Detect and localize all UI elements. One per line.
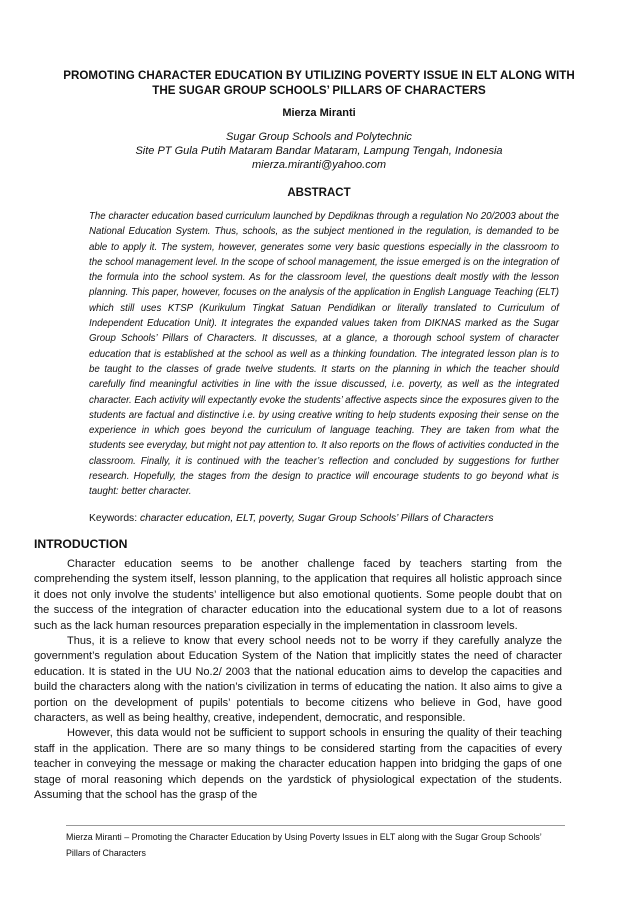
body-paragraph: Character education seems to be another challenge faced by teachers starting from the comprehending the system itself, lesson planning, to the application that requires all holistic approach since it does not only involve the students’ intelligence but also emotional quotients. Some people doubt that on the success of the integration of character education into the educational system due to a lot of reasons such as the lack human resources preparation especially in the implementation in classroom levels. [34,558,562,632]
abstract-heading: ABSTRACT [287,187,351,199]
body-paragraph: Thus, it is a relieve to know that every school needs not to be worry if they carefully analyze the government’s regulation about Education System of the Nation that implicitly states the need of character education. It is stated in the UU No.2/ 2003 that the national education aims to develop the capacities and build the characters along with the nation’s civilization in terms of educating the nation. It also aims to give a portion on the development of pupils’ potentials to become citizens who believe in God, have good characters, as well as being healthy, creative, independent, democratic, and responsible. [34,635,562,725]
keywords-label: Keywords: [89,513,138,524]
introduction-heading: INTRODUCTION [34,537,128,551]
author-name: Mierza Miranti [282,107,356,119]
keywords-list: character education, ELT, poverty, Sugar Group Schools’ Pillars of Characters [139,513,494,524]
paper-title: PROMOTING CHARACTER EDUCATION BY UTILIZING POVERTY ISSUE IN ELT ALONG WITH THE SUGAR GROUP SCHOOLS’ PILLARS OF CHARACTERS [63,69,575,97]
running-footer: Mierza Miranti – Promoting the Character Education by Using Poverty Issues in ELT along with the Sugar Group Schools’ Pillars of Characters [66,832,542,858]
keywords [89,513,493,524]
introduction-body [34,557,562,804]
abstract-text: The character education based curriculum launched by Depdiknas through a regulation No 20/2003 about the National Education System. Thus, schools, as the subject mentioned in the regulation, is demanded to be able to apply it. The system, however, generates some very basic questions especially in the classroom to the school management level. In the scope of school management, the issue emerged is on the integration of the formula into the school system. As for the classroom level, the questions dealt mostly with the lesson planning. This paper, however, focuses on the analysis of the application in English Language Teaching (ELT) which still uses KTSP (Kurikulum Tingkat Satuan Pendidikan or literally translated to Curriculum of Independent Education Unit). It integrates the expanded values taken from DIKNAS marked as the Sugar Group Schools’ Pillars of Characters. It discusses, at a glance, a thorough school system of character education that is established at the school as well as a thinking foundation. The integrated lesson plan is to be taught to the classes of grade twelve students. It starts on the planning in which the teacher should carefully find meaningful activities in line with the issue discussed, i.e. poverty, as well as the integrated character. Each activity will expectantly evoke the students’ affective aspects since the exposures given to the students are factual and distinctive i.e. by using creative writing to help students exposing their sense on the experience in which goes beyond the curriculum of language teaching. They are taken from what the students see everyday, but might not pay attention to. It also reports on the flows of activities conducted in the classroom. Finally, it is continued with the teacher’s reflection and concluded by suggestions for further research. Hopefully, the stages from the design to practice will encourage students to go beyond what is taught: better character. [89,211,559,498]
affiliation-institution: Sugar Group Schools and Polytechnic [226,131,412,143]
footer-divider [66,825,565,826]
affiliation-address: Site PT Gula Putih Mataram Bandar Mataram, Lampung Tengah, Indonesia [135,145,503,157]
author-affiliation [60,130,578,172]
author-email: mierza.miranti@yahoo.com [251,159,387,171]
body-paragraph: However, this data would not be sufficient to support schools in ensuring the quality of their teaching staff in the application. There are so many things to be considered starting from the capacities of every teacher in conveying the message or making the character education happen into bridging the gaps of one stage of moral reasoning which depends on the yardstick of physiological expectation of the students. Assuming that the school has the grasp of the [34,727,562,802]
